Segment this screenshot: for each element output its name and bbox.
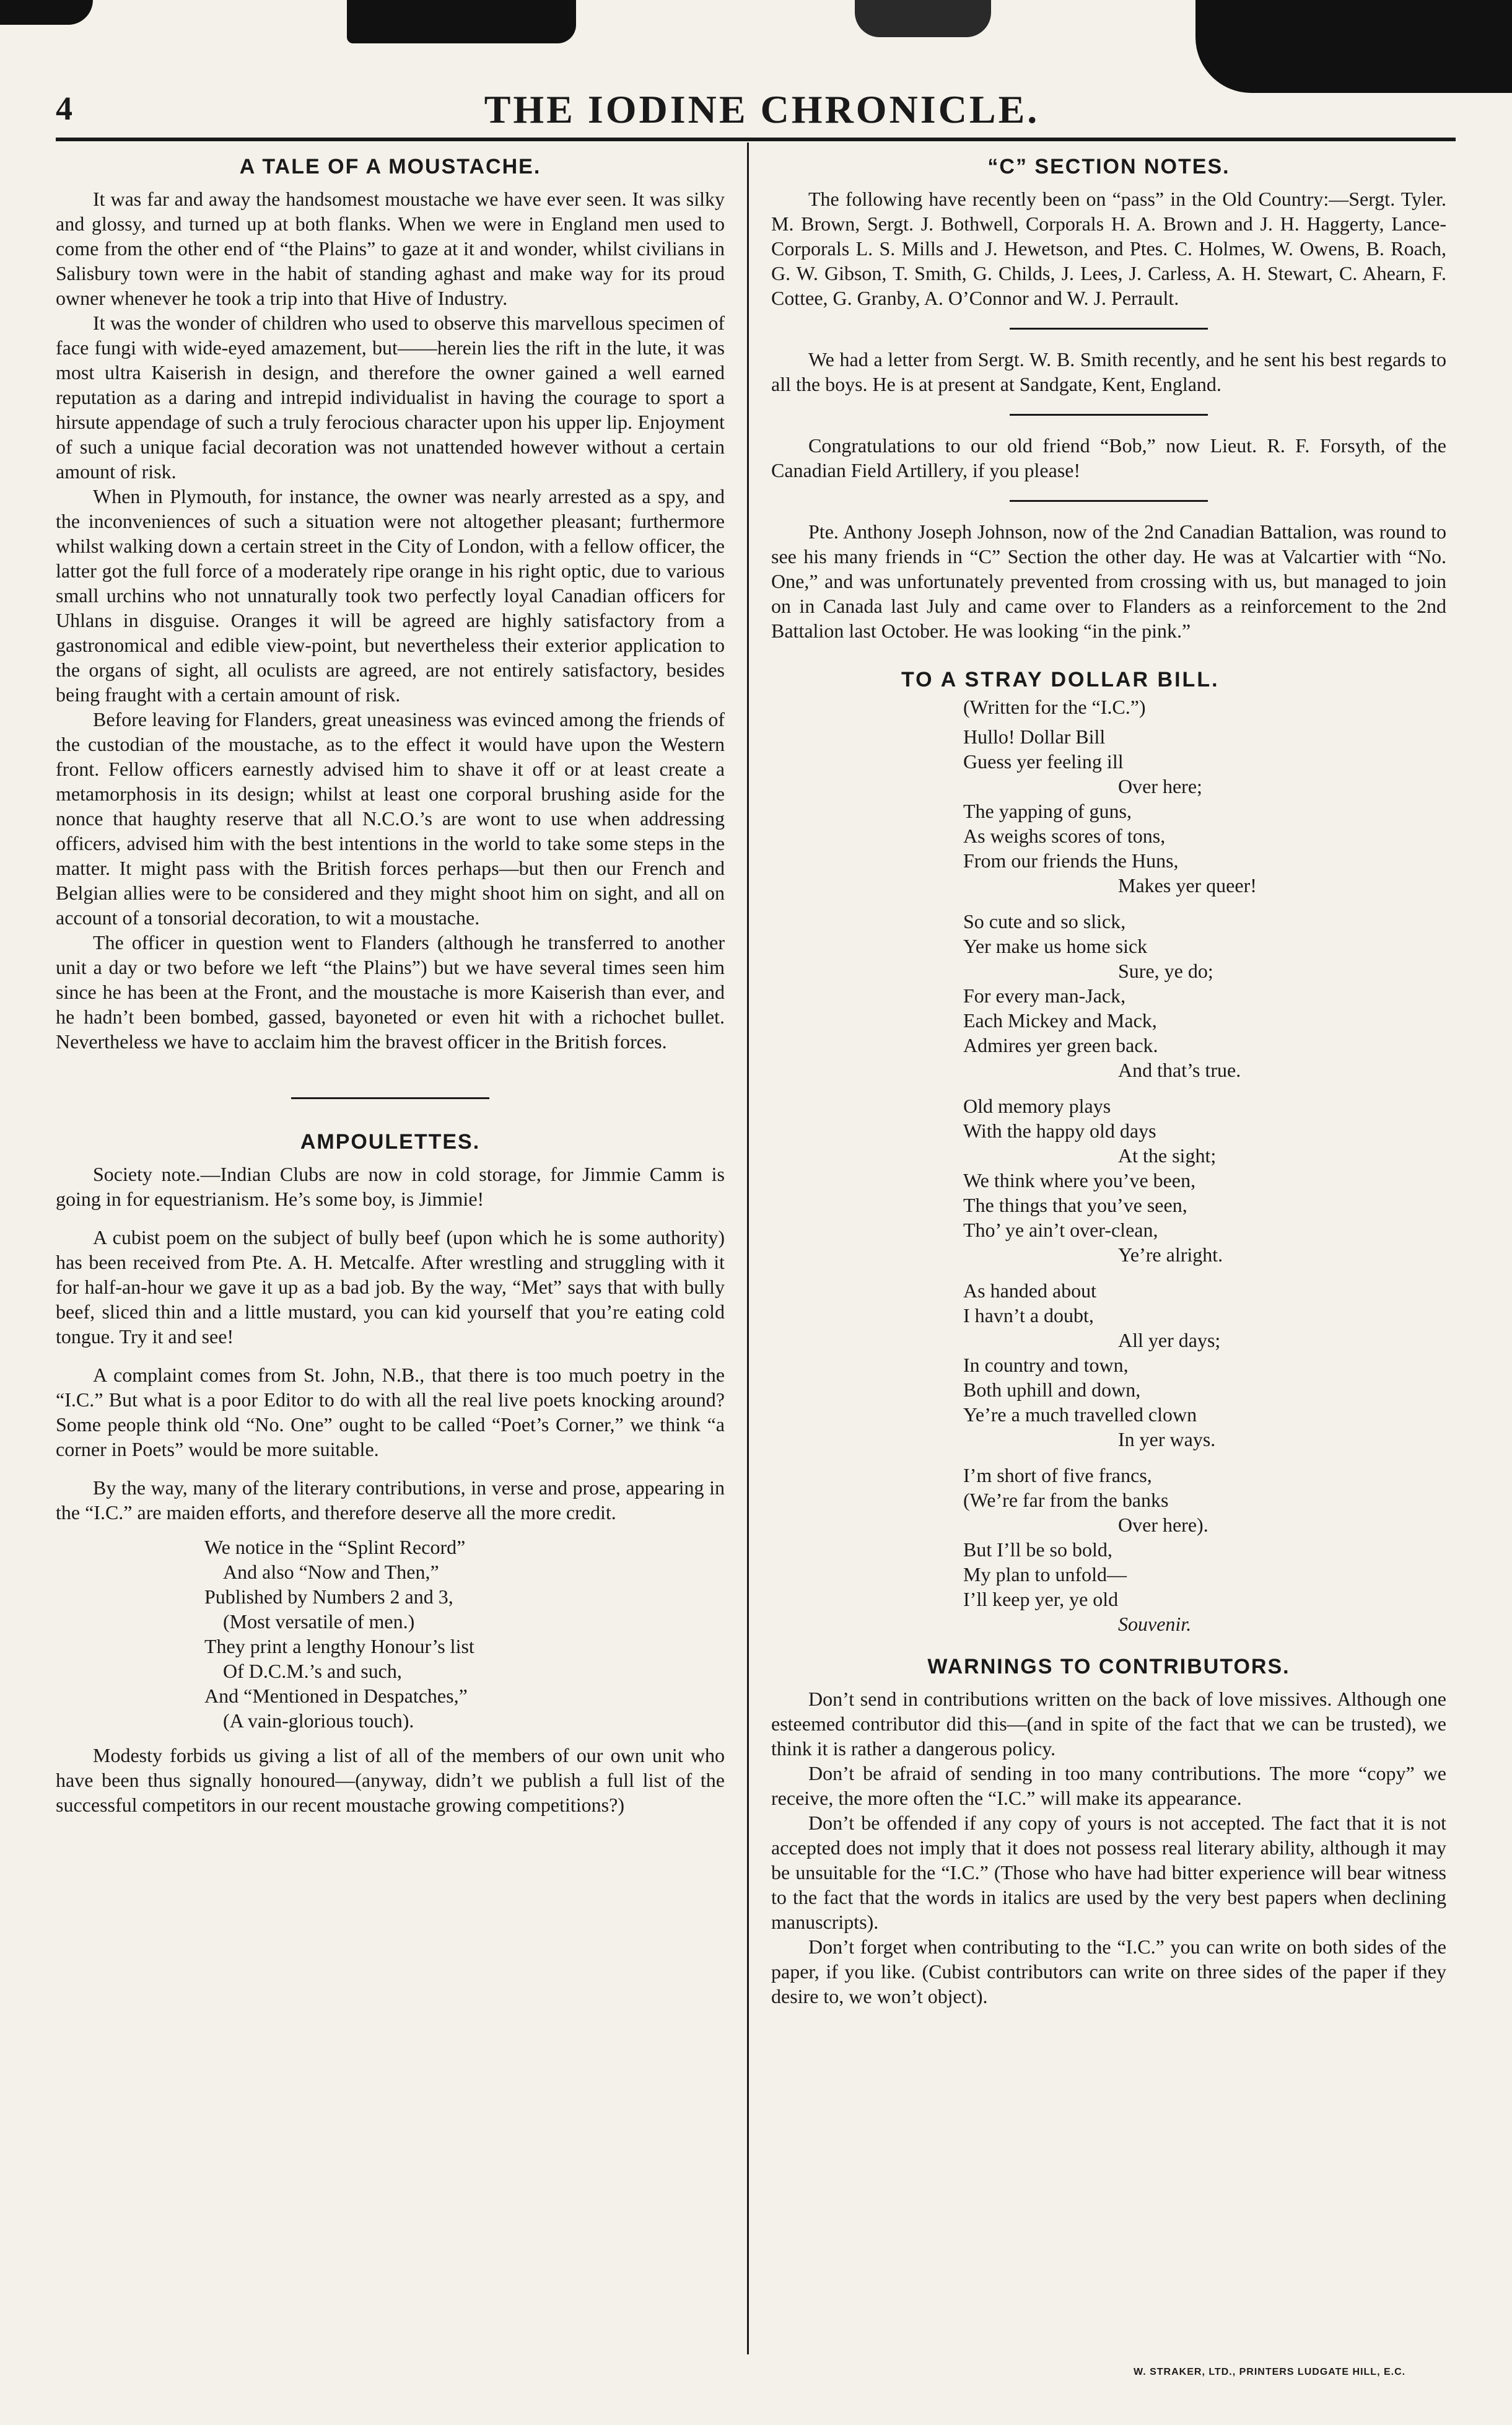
section-separator — [1010, 414, 1208, 416]
poem-line: The things that you’ve seen, — [963, 1194, 1187, 1216]
poem-line: Makes yer queer! — [1118, 874, 1257, 897]
poem-line: Ye’re alright. — [1118, 1243, 1223, 1266]
article-title: WARNINGS TO CONTRIBUTORS. — [927, 1655, 1290, 1678]
masthead — [56, 87, 1468, 136]
poem-line: Old memory plays — [963, 1095, 1111, 1117]
article-paragraph: Don’t send in contributions written on the back of love missives. Although one esteemed contributor did this—(and in spite of the fact that we can be trusted), we think it is rather a dangerous policy. — [771, 1688, 1446, 1760]
article-title: AMPOULETTES. — [300, 1130, 481, 1154]
poem-line: Tho’ ye ain’t over-clean, — [963, 1219, 1158, 1241]
poem-line: At the sight; — [1118, 1144, 1217, 1167]
poem-line: For every man-Jack, — [963, 984, 1126, 1007]
poem-line: With the happy old days — [963, 1120, 1156, 1142]
verse-line: They print a lengthy Honour’s list — [204, 1635, 474, 1657]
poem-stanza — [963, 1463, 1446, 1636]
poem-line: Ye’re a much travelled clown — [963, 1403, 1197, 1426]
verse-line: Published by Numbers 2 and 3, — [204, 1585, 453, 1608]
poem-stanza — [963, 1094, 1446, 1267]
poem-line: Sure, ye do; — [1118, 960, 1213, 982]
poem-stanza — [963, 909, 1446, 1082]
torn-edge — [855, 0, 991, 37]
poem — [901, 668, 1446, 1636]
article-paragraph: Modesty forbids us giving a list of all of the members of our own unit who have been thus signally honoured—(anyway, didn’t we publish a full list of the successful competitors in our recent moustache growing competitions?) — [56, 1744, 725, 1816]
article-title: “C” SECTION NOTES. — [987, 155, 1230, 178]
poem-subtitle — [963, 695, 1446, 719]
verse-line: And “Mentioned in Despatches,” — [204, 1685, 468, 1707]
poem-line: Guess yer feeling ill — [963, 750, 1124, 773]
article-paragraph: A cubist poem on the subject of bully beef (upon which he is some authority) has been received from Pte. A. H. Metcalfe. After wrestling and struggling with it for half-an-hour we gave it up as a bad job. By the way, “Met” says that with bully beef, sliced thin and a little mustard, you can kid yourself that you’re eating cold tongue. Try it and see! — [56, 1226, 725, 1348]
poem-line: As weighs scores of tons, — [963, 825, 1166, 847]
article-paragraph: By the way, many of the literary contributions, in verse and prose, appearing in the “I.C.” are maiden efforts, and therefore deserve all the more credit. — [56, 1476, 725, 1524]
poem-line: Souvenir. — [1118, 1613, 1192, 1635]
poem-line: The yapping of guns, — [963, 800, 1132, 822]
verse-line: Of D.C.M.’s and such, — [223, 1660, 402, 1682]
poem-line: My plan to unfold— — [963, 1563, 1127, 1585]
verse-line: And also “Now and Then,” — [223, 1561, 439, 1583]
section-separator — [291, 1097, 489, 1099]
torn-edge — [347, 0, 576, 43]
torn-edge — [1195, 0, 1512, 93]
section-separator — [1010, 328, 1208, 330]
article-paragraph: The officer in question went to Flanders (although he transferred to another unit a day or two before we left “the Plains”) but we have several times seen him since he has been at the Front, and the moustache is more Kaiserish than ever, and he hadn’t been bombed, gassed, bayoneted or even hit with a richochet bullet. Nevertheless we have to acclaim him the bravest officer in the British forces. — [56, 931, 725, 1053]
poem-line: (We’re far from the banks — [963, 1489, 1169, 1511]
page-number: 4 — [56, 90, 72, 127]
poem-line: In country and town, — [963, 1354, 1129, 1376]
article-paragraph: The following have recently been on “pass” in the Old Country:—Sergt. Tyler. M. Brown, Sergt. J. Bothwell, Corporals H. A. Brown and J. H. Haggerty, Lance-Corporals L. S. Mills and J. Hewetson, and Ptes. C. Holmes, W. Owens, B. Roach, G. W. Gibson, T. Smith, G. Childs, J. Lees, J. Carless, A. H. Stewart, C. Ahearn, F. Cottee, G. Granby, A. O’Connor and W. J. Perrault. — [771, 188, 1446, 309]
poem-line: Both uphill and down, — [963, 1379, 1141, 1401]
right-column — [771, 155, 1446, 2009]
poem-stanza — [963, 1278, 1446, 1452]
poem-line: I’ll keep yer, ye old — [963, 1588, 1119, 1610]
poem-line: But I’ll be so bold, — [963, 1538, 1112, 1561]
verse-line: We notice in the “Splint Record” — [204, 1536, 466, 1558]
column-divider — [747, 143, 749, 2354]
header-rule — [56, 138, 1456, 141]
newspaper-title: THE IODINE CHRONICLE. — [484, 87, 1040, 131]
poem-line: As handed about — [963, 1279, 1097, 1302]
verse-block — [204, 1535, 725, 1733]
printer-imprint: W. STRAKER, LTD., PRINTERS LUDGATE HILL, E.C. — [1134, 2367, 1406, 2377]
poem-subtitle-text: (Written for the “I.C.”) — [963, 696, 1146, 718]
article-paragraph: Don’t be offended if any copy of yours is not accepted. The fact that it is not accepted does not imply that it does not possess real literary ability, although it may be unsuitable for the “I.C.” (Those who have had bitter experience will bear witness to the fact that the words in italics are used by the very best papers when declining manuscripts). — [771, 1812, 1446, 1933]
poem-stanza — [963, 724, 1446, 898]
article-paragraph: When in Plymouth, for instance, the owner was nearly arrested as a spy, and the inconveniences of such a situation were not altogether pleasant; furthermore whilst walking down a certain street in the City of London, with a fellow officer, the latter got the full force of a moderately ripe orange in his right optic, due to various small urchins who not unnaturally took two perfectly loyal Canadian officers for Uhlans in disguise. Oranges it will be agreed are highly satisfactory from a gastronomical and edible view-point, but nevertheless their exterior application to the organs of sight, all oculists are agreed, are not entirely satisfactory, besides being fraught with a certain amount of risk. — [56, 485, 725, 706]
article-paragraph: It was the wonder of children who used to observe this marvellous specimen of face fungi with wide-eyed amazement, but——herein lies the rift in the lute, it was most ultra Kaiserish in design, and therefore the owner gained a well earned reputation as a daring and intrepid individualist in having the courage to sport a hirsute appendage of such a truly ferocious character upon his upper lip. Enjoyment of such a unique facial decoration was not unattended however without a certain amount of risk. — [56, 312, 725, 483]
poem-line: Over here). — [1118, 1514, 1208, 1536]
article-paragraph: Congratulations to our old friend “Bob,” now Lieut. R. F. Forsyth, of the Canadian Field Artillery, if you please! — [771, 434, 1446, 481]
article-paragraph: It was far and away the handsomest moustache we have ever seen. It was silky and glossy, and turned up at both flanks. When we were in England men used to come from the other end of “the Plains” to gaze at it and wonder, whilst civilians in Salisbury town were in the habit of standing aghast and make way for its proud owner whenever he took a trip into that Hive of Industry. — [56, 188, 725, 309]
article-paragraph: Pte. Anthony Joseph Johnson, now of the 2nd Canadian Battalion, was round to see his many friends in “C” Section the other day. He was at Valcartier with “No. One,” and was unfortunately prevented from crossing with us, but managed to join on in Canada last July and came over to Flanders as a reinforcement to the 2nd Battalion last October. He was looking “in the pink.” — [771, 520, 1446, 642]
poem-line: From our friends the Huns, — [963, 849, 1179, 872]
article-paragraph: Don’t be afraid of sending in too many contributions. The more “copy” we receive, the more often the “I.C.” will make its appearance. — [771, 1762, 1446, 1809]
poem-line: Each Mickey and Mack, — [963, 1009, 1157, 1032]
verse-line: (Most versatile of men.) — [223, 1610, 415, 1633]
poem-line: And that’s true. — [1118, 1059, 1241, 1081]
poem-line: Admires yer green back. — [963, 1034, 1158, 1056]
poem-line: Over here; — [1118, 775, 1202, 797]
poem-line: I havn’t a doubt, — [963, 1304, 1094, 1327]
poem-line: So cute and so slick, — [963, 910, 1126, 932]
poem-line: Hullo! Dollar Bill — [963, 726, 1106, 748]
verse-line: (A vain-glorious touch). — [223, 1709, 414, 1732]
poem-line: All yer days; — [1118, 1329, 1221, 1351]
article-paragraph: Society note.—Indian Clubs are now in cold storage, for Jimmie Camm is going in for equestrianism. He’s some boy, is Jimmie! — [56, 1163, 725, 1210]
poem-line: I’m short of five francs, — [963, 1464, 1152, 1486]
article-paragraph: Don’t forget when contributing to the “I.C.” you can write on both sides of the paper, if you like. (Cubist contributors can write on three sides of the paper if they desire to, we won’t object). — [771, 1936, 1446, 2007]
poem-line: Yer make us home sick — [963, 935, 1148, 957]
poem-line: We think where you’ve been, — [963, 1169, 1196, 1191]
article-title: A TALE OF A MOUSTACHE. — [239, 155, 541, 178]
section-separator — [1010, 500, 1208, 502]
article-paragraph: We had a letter from Sergt. W. B. Smith recently, and he sent his best regards to all the boys. He is at present at Sandgate, Kent, England. — [771, 348, 1446, 395]
torn-edge — [0, 0, 93, 25]
article-paragraph: A complaint comes from St. John, N.B., that there is too much poetry in the “I.C.” But what is a poor Editor to do with all the real live poets knocking around? Some people think old “No. One” ought to be called “Poet’s Corner,” we think “a corner in Poets” would be more suitable. — [56, 1364, 725, 1460]
article-paragraph: Before leaving for Flanders, great uneasiness was evinced among the friends of the custodian of the moustache, as to the effect it would have upon the Western front. Fellow officers earnestly advised him to shave it off or at least create a metamorphosis in its design; whilst at least one corporal brushing aside for the nonce that haughty reserve that all N.C.O.’s are wont to use when addressing officers, advised him with the best intentions in the world to take some steps in the matter. It might pass with the British forces perhaps—but then our French and Belgian allies were to be considered and they might shoot him on sight, and all on account of a tonsorial decoration, to wit a moustache. — [56, 708, 725, 929]
poem-title: TO A STRAY DOLLAR BILL. — [901, 668, 1220, 691]
left-column — [56, 155, 725, 1817]
poem-line: In yer ways. — [1118, 1428, 1216, 1450]
